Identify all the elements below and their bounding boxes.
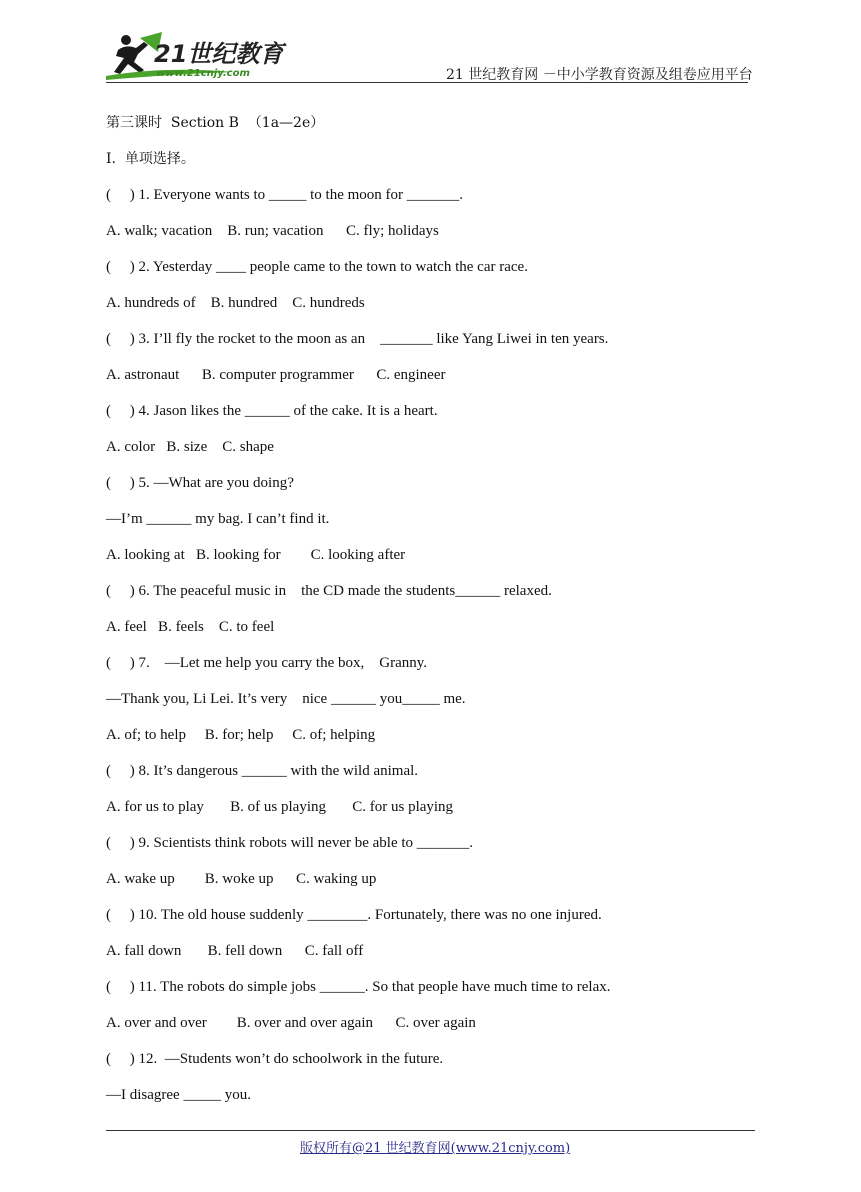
question-line: ( ) 3. I’ll fly the rocket to the moon as an _______ like Yang Liwei in ten years. bbox=[106, 331, 609, 347]
dialogue-line: —I’m ______ my bag. I can’t find it. bbox=[106, 511, 330, 527]
options-line: A. feel B. feels C. to feel bbox=[106, 619, 275, 635]
question-line: ( ) 8. It’s dangerous ______ with the wild animal. bbox=[106, 763, 419, 779]
dialogue-line: —Thank you, Li Lei. It’s very nice ______ you_____ me. bbox=[106, 691, 466, 707]
options-line: A. astronaut B. computer programmer C. engineer bbox=[106, 367, 446, 383]
question-line: ( ) 11. The robots do simple jobs ______. So that people have much time to relax. bbox=[106, 979, 611, 995]
section-heading: I. 单项选择。 bbox=[106, 151, 195, 167]
runner-head-icon bbox=[121, 35, 131, 45]
dialogue-line: —I disagree _____ you. bbox=[106, 1087, 251, 1103]
logo bbox=[104, 30, 294, 82]
question-line: ( ) 9. Scientists think robots will never be able to _______. bbox=[106, 835, 474, 851]
question-line: ( ) 12. —Students won’t do schoolwork in the future. bbox=[106, 1051, 444, 1067]
question-line: ( ) 7. —Let me help you carry the box, Granny. bbox=[106, 655, 428, 671]
options-line: A. looking at B. looking for C. looking after bbox=[106, 547, 406, 563]
question-line: ( ) 4. Jason likes the ______ of the cake. It is a heart. bbox=[106, 403, 438, 419]
options-line: A. hundreds of B. hundred C. hundreds bbox=[106, 295, 365, 311]
options-line: A. fall down B. fell down C. fall off bbox=[106, 943, 364, 959]
options-line: A. walk; vacation B. run; vacation C. fly; holidays bbox=[106, 223, 439, 239]
logo-url: www.21cnjy.com bbox=[156, 68, 250, 79]
question-line: ( ) 10. The old house suddenly ________. Fortunately, there was no one injured. bbox=[106, 907, 602, 923]
question-line: ( ) 5. —What are you doing? bbox=[106, 475, 294, 491]
header-site-text: 21 世纪教育网 －中小学教育资源及组卷应用平台 bbox=[446, 67, 753, 83]
footer-divider bbox=[106, 1130, 755, 1131]
footer-copyright-link[interactable]: 版权所有@21 世纪教育网(www.21cnjy.com) bbox=[300, 1141, 571, 1156]
options-line: A. color B. size C. shape bbox=[106, 439, 274, 455]
options-line: A. wake up B. woke up C. waking up bbox=[106, 871, 377, 887]
header-divider bbox=[106, 82, 748, 83]
logo-graphic bbox=[104, 30, 294, 82]
lesson-title: 第三课时 Section B （1a—2e） bbox=[106, 115, 325, 131]
options-line: A. of; to help B. for; help C. of; helping bbox=[106, 727, 376, 743]
question-line: ( ) 2. Yesterday ____ people came to the town to watch the car race. bbox=[106, 259, 528, 275]
question-line: ( ) 6. The peaceful music in the CD made the students______ relaxed. bbox=[106, 583, 552, 599]
worksheet-body bbox=[106, 113, 756, 1121]
options-line: A. for us to play B. of us playing C. for us playing bbox=[106, 799, 454, 815]
question-line: ( ) 1. Everyone wants to _____ to the moon for _______. bbox=[106, 187, 464, 203]
runner-icon bbox=[114, 42, 148, 74]
logo-text: 21世纪教育 bbox=[154, 40, 284, 68]
options-line: A. over and over B. over and over again C. over again bbox=[106, 1015, 476, 1031]
